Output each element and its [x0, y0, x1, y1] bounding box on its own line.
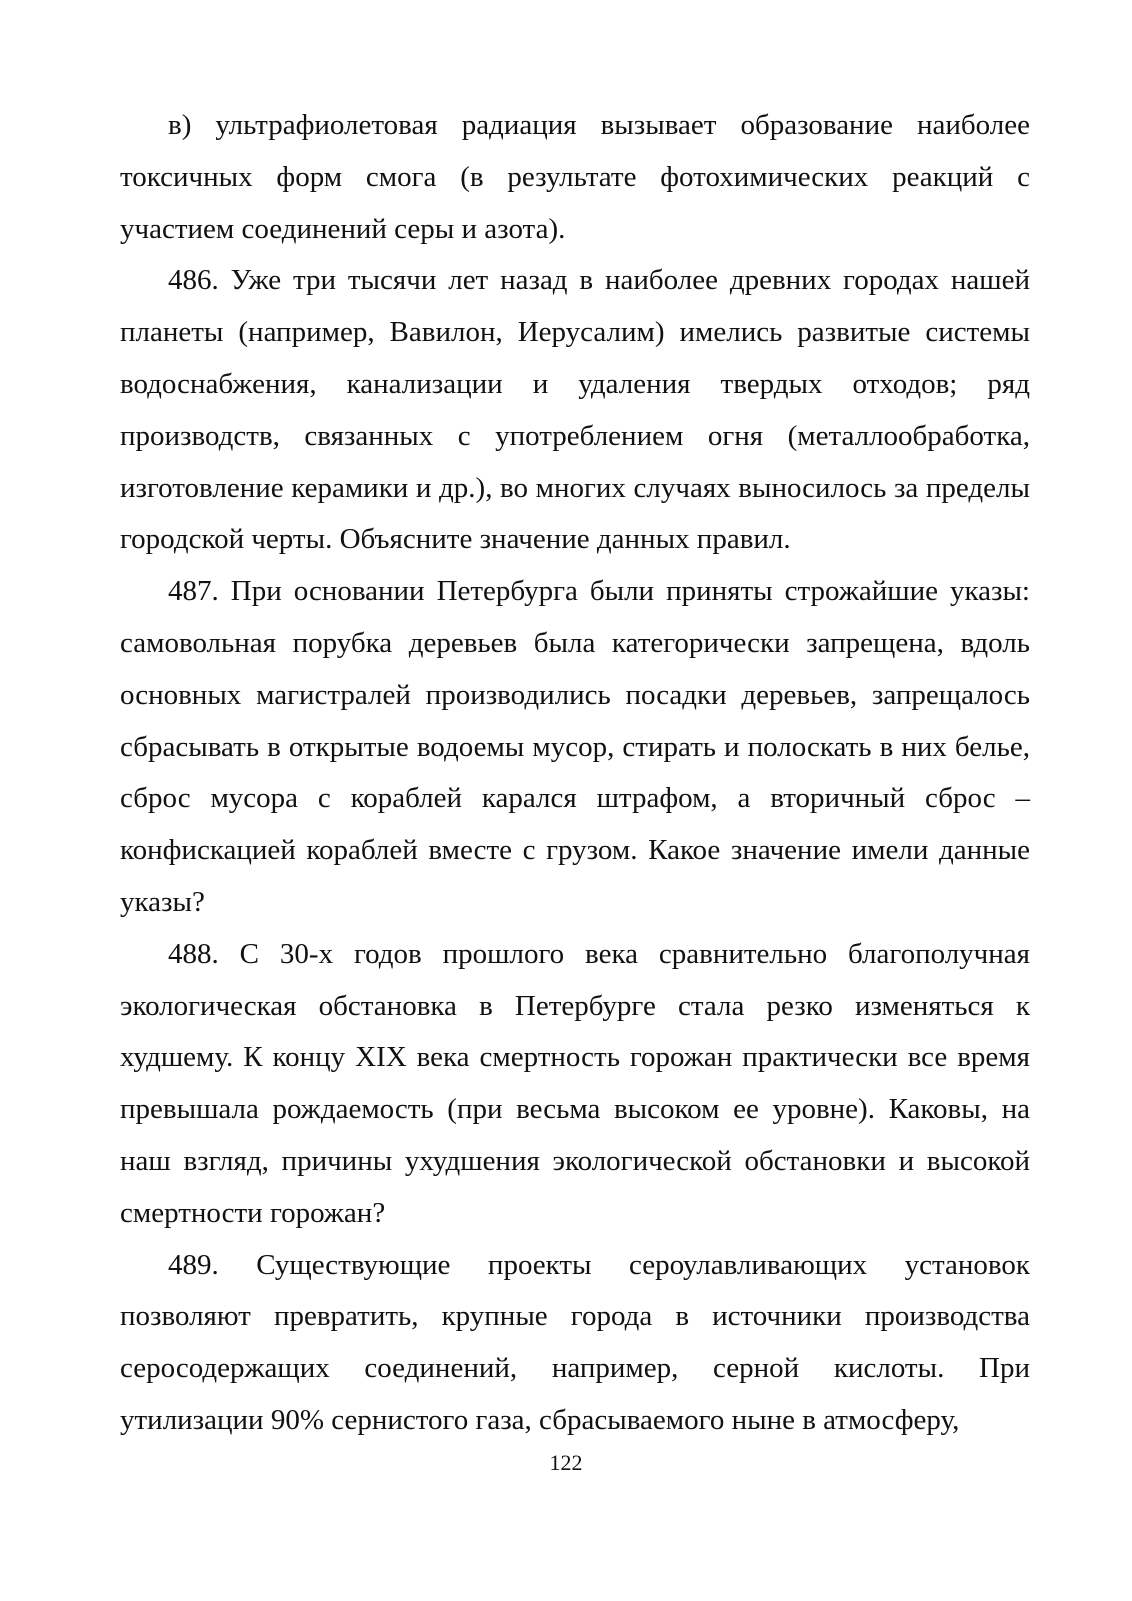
page-body [120, 100, 1030, 1447]
paragraph-488: 488. С 30-х годов прошлого века сравнительно благополучная экологическая обстановка в Петербурге стала резко изменяться к худшему. К концу XIX века смертность горожан практически все время превышала рождаемость (при весьма высоком ее уровне). Каковы, на наш взгляд, причины ухудшения экологической обстановки и высокой смертности горожан? [120, 937, 1030, 1229]
page-number: 122 [549, 1450, 583, 1475]
paragraph-489: 489. Существующие проекты сероулавливающих установок позволяют превратить, крупные города в источники производства серосодержащих соединений, например, серной кислоты. При утилизации 90% сернистого газа, сбрасываемого ныне в атмосферу, [120, 1248, 1030, 1436]
paragraph-487: 487. При основании Петербурга были приняты строжайшие указы: самовольная порубка деревьев была категорически запрещена, вдоль основных магистралей производились посадки деревьев, запрещалось сбрасывать в открытые водоемы мусор, стирать и полоскать в них белье, сброс мусора с кораблей карался штрафом, а вторичный сброс – конфискацией кораблей вместе с грузом. Какое значение имели данные указы? [120, 575, 1030, 918]
paragraph-item-v: в) ультрафиолетовая радиация вызывает образование наиболее токсичных форм смога (в результате фотохимических реакций с участием соединений серы и азота). [120, 109, 1030, 245]
paragraph-486: 486. Уже три тысячи лет назад в наиболее древних городах нашей планеты (например, Вавилон, Иерусалим) имелись развитые системы водоснабжения, канализации и удаления твердых отходов; ряд производств, связанных с употреблением огня (металлообработка, изготовление керамики и др.), во многих случаях выносилось за пределы городской черты. Объясните значение данных правил. [120, 264, 1030, 556]
